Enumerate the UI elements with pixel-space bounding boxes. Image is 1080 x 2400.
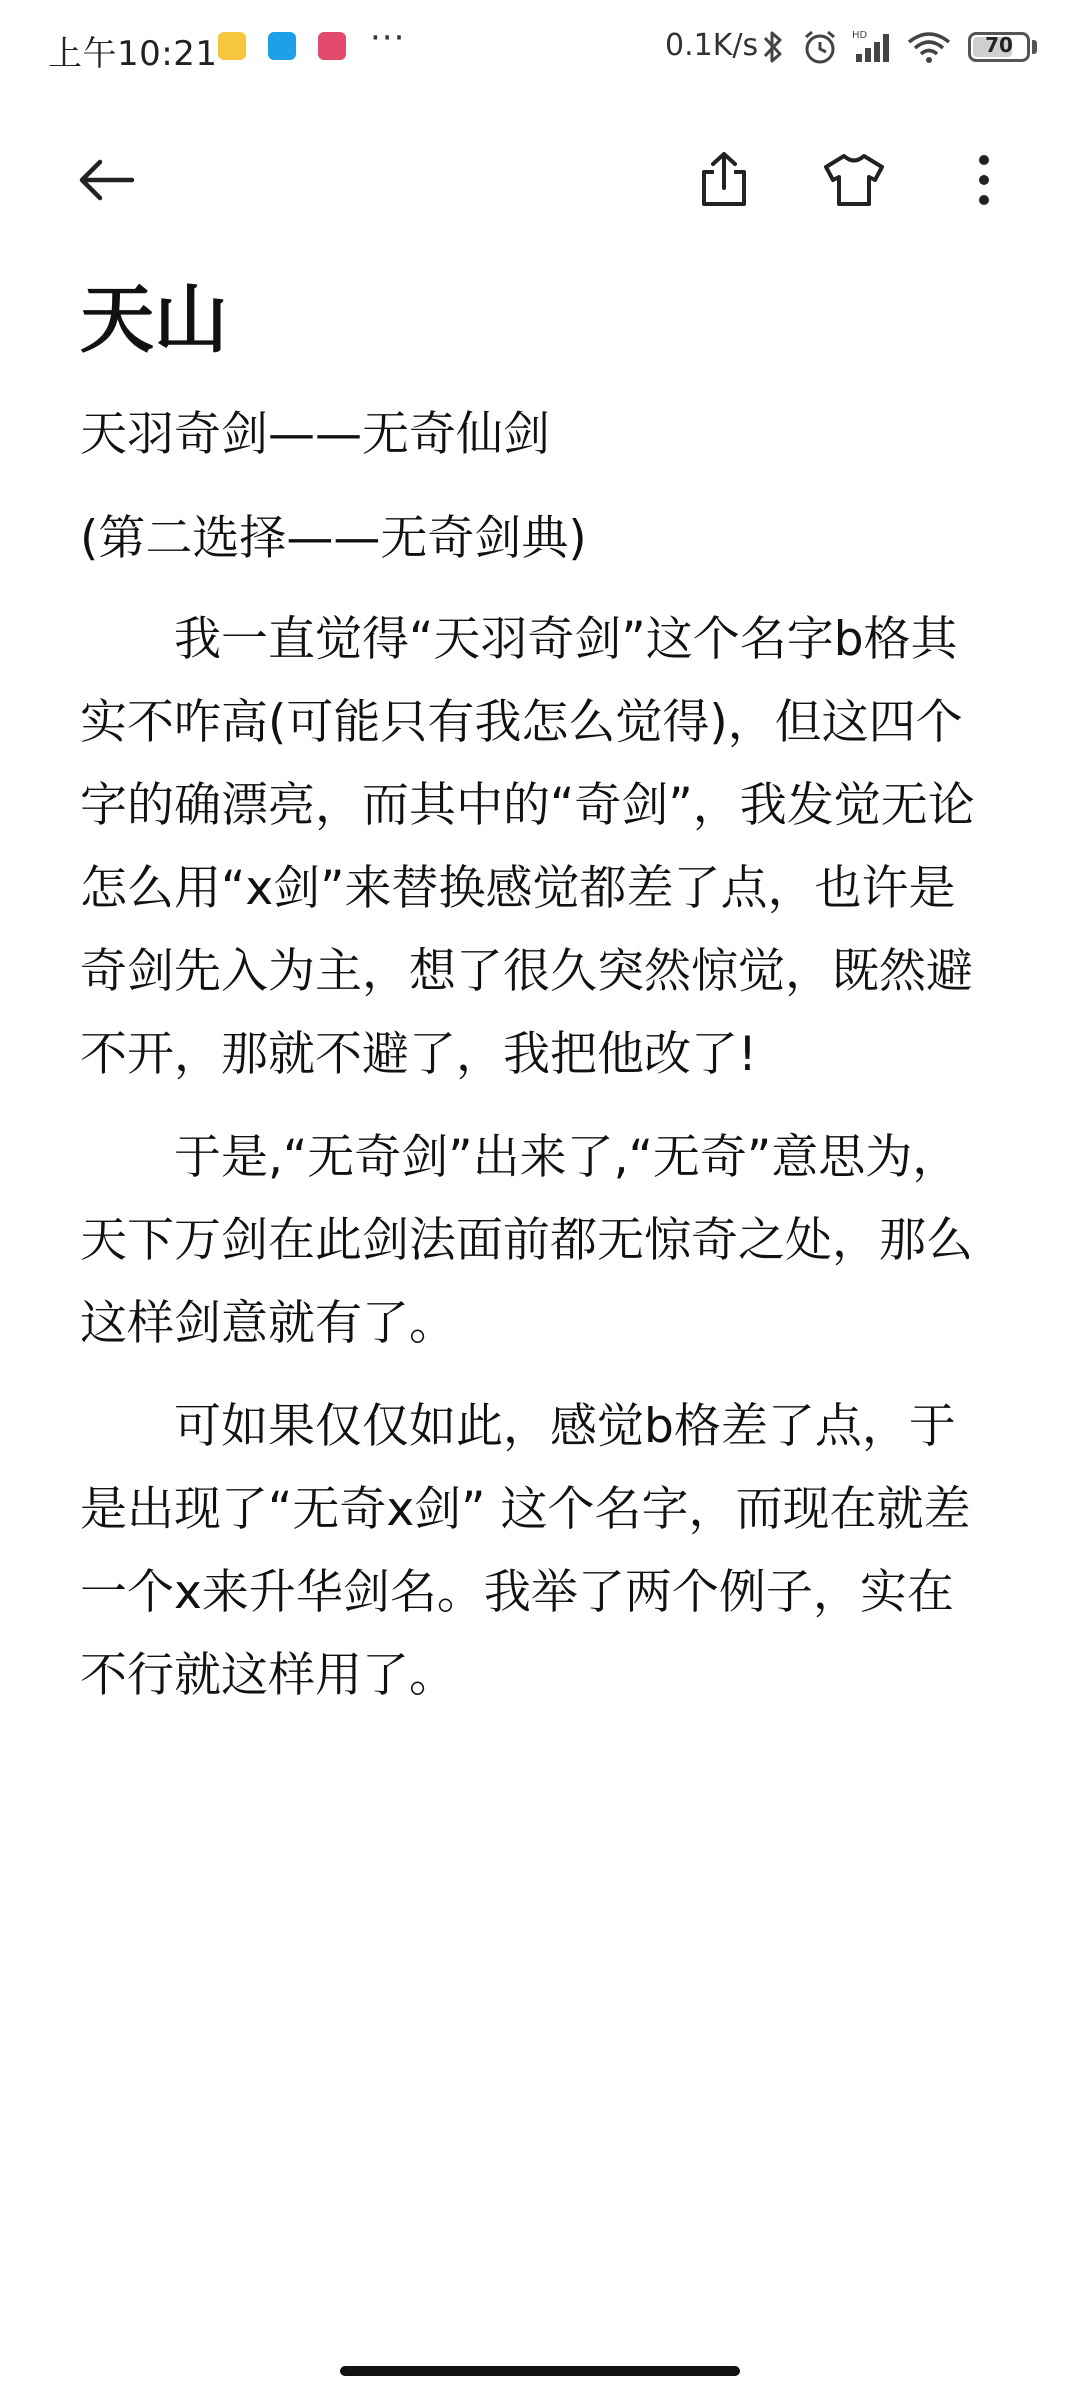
- note-paragraph[interactable]: 我一直觉得“天羽奇剑”这个名字b格其实不咋高(可能只有我怎么觉得)，但这四个字的确漂亮，而其中的“奇剑”，我发觉无论怎么用“x剑”来替换感觉都差了点，也许是奇剑先入为主，想了很久突然惊觉，既然避不开，那就不避了，我把他改了!: [80, 612, 975, 1082]
- wifi-icon: [905, 28, 953, 70]
- alarm-icon: [800, 28, 840, 70]
- note-content[interactable]: [80, 270, 1000, 1737]
- status-time: 上午10:21: [48, 34, 218, 74]
- back-button[interactable]: [58, 130, 154, 230]
- notification-app-blue-icon: [268, 32, 296, 60]
- note-paragraph[interactable]: 可如果仅仅如此，感觉b格差了点，于是出现了“无奇x剑” 这个名字，而现在就差一个x来升华剑名。我举了两个例子，实在不行就这样用了。: [80, 1399, 971, 1703]
- bluetooth-icon: [760, 28, 786, 70]
- notification-app-yellow-icon: [218, 32, 246, 60]
- battery-icon: [968, 32, 1030, 62]
- app-toolbar: [0, 130, 1080, 230]
- notification-app-red-icon: [318, 32, 346, 60]
- status-bar: [0, 0, 1080, 96]
- back-arrow-icon: [74, 155, 138, 205]
- note-subtitle[interactable]: 天羽奇剑——无奇仙剑: [80, 407, 550, 462]
- network-speed: 0.1K/s: [665, 28, 759, 63]
- battery-level: 70: [985, 33, 1013, 57]
- more-notifications-icon: ···: [370, 18, 406, 58]
- more-button[interactable]: [936, 130, 1032, 230]
- svg-text:HD: HD: [852, 30, 868, 41]
- note-paragraph[interactable]: 于是,“无奇剑”出来了,“无奇”意思为，天下万剑在此剑法面前都无惊奇之处，那么这样剑意就有了。: [80, 1130, 973, 1351]
- battery-tip: [1032, 40, 1037, 54]
- note-title[interactable]: 天山: [80, 277, 228, 363]
- tshirt-theme-icon: [822, 151, 886, 209]
- share-icon: [696, 150, 752, 210]
- hd-signal-icon: [850, 28, 896, 70]
- theme-button[interactable]: [806, 130, 902, 230]
- more-vertical-icon: [974, 152, 994, 208]
- gesture-nav-handle[interactable]: [340, 2366, 740, 2376]
- note-subtitle-secondary[interactable]: (第二选择——无奇剑典): [80, 511, 587, 566]
- share-button[interactable]: [676, 130, 772, 230]
